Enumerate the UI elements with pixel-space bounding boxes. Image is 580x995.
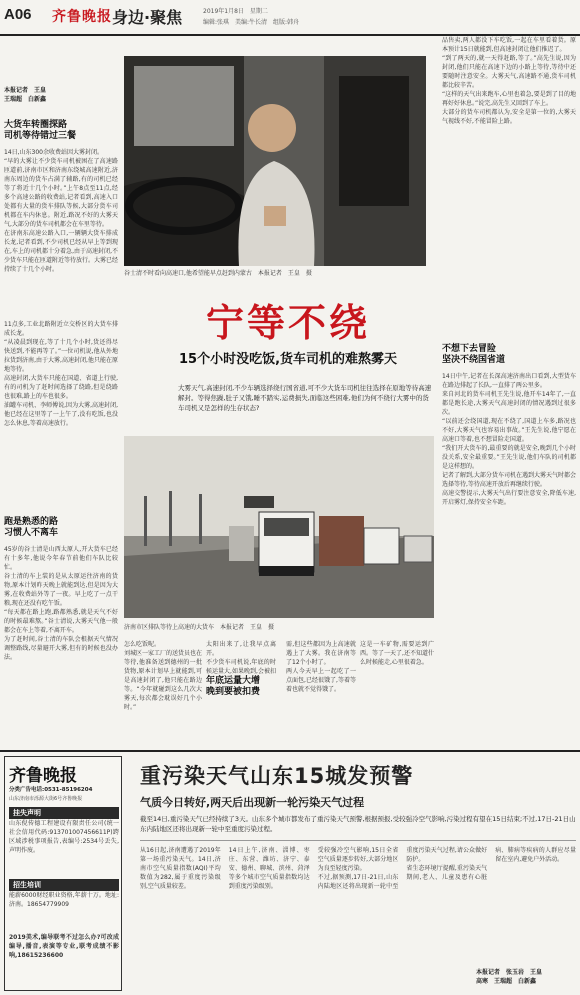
bottom-subtitle: 气质今日转好,两天后出现新一轮污染天气过程 bbox=[140, 796, 365, 809]
right-body-2: 14日中午,记者在长深高速济南出口看到,大型货车在路边排起了长队,一直排了两公里多。 来自河北的货车司机王先生说,他开车14年了,一直都是跑长途,大雾天气高速封闭的情况遇到过很多次。 “以前还会绕国道,现在不绕了,国道上车多,路况也不好,大雾天气也容易出事故。”王先生说,他宁愿在高速口等着,也不想冒险走国道。 “我们开大货车的,最重要的就是安全,晚到几个小时没关系,安全最重要。”王先生说,他们车队的司机都是这样想的。 记者了解到,大部分货车司机在遇到大雾天气时都会选择等待,等待高速开放后再继续行驶。 高速交警提示,大雾天气出行要注意安全,降低车速,开启雾灯,保持安全车距。 bbox=[442, 373, 576, 506]
mid-col-1: 怎么吃饭呢。 刘城区一家工厂的送货员也在等待,他准备送到德州的一批货物,原本计划早上就能到,可是高速封闭了,他只能在路边等。“今年就碰到这么几次大雾天,每次都会耽误好几个小时。” bbox=[124, 641, 202, 711]
main-lead: 大雾天气,高速封闭,不少车辆选择绕行国省道,可不少大货车司机往往选择在原地等待高速解封。等得焦躁,肚子又饿,睡不踏实,运费损失,面临这些困难,他们为何不绕行大雾中的货车司机又是怎样的生存状态? bbox=[178, 384, 432, 412]
ad-address: 山东济南市泺源大街6号齐鲁晚报 bbox=[9, 796, 83, 802]
left-body-1: 14日,山东300余收费站因大雾封闭。 “早的大雾让不少货车司机被困在了高速路匝道前,济南市区和济南东绕城高速附近,济南东周边的货车占满了辅路,有的司机已经等了将近十几个小时。”上午8点至11点,经多个高速公路的收费站,记者看到,高速入口处都有大量的货车排队等候,大部分货车司机都在车内休息。附近,路况不好的大雾天气,大部分的货车司机都会在车里等待。 在济南东高速公路入口,一辆辆大货车排成长龙,记者看到,不少司机已经从早上等到现在,车上的司机都十分着急,由于高速封闭,不少货车只能在匝道附近等待放行。大雾已经持续了十几个小时。 bbox=[4, 149, 118, 273]
right-subhead-1: 不想下去冒险 坚决不绕国省道 bbox=[442, 344, 506, 365]
ad-notice-2: 能薪6000财经职业资格,年薪十万。地址:济南。18654779909 bbox=[9, 892, 119, 908]
ad-section-training: 招生培训 bbox=[9, 879, 119, 891]
bottom-lead-rule bbox=[140, 840, 576, 841]
paper-logo: 齐鲁晚报 bbox=[52, 9, 112, 25]
left-body-3: 45岁的谷士清是山西太原人,开大货车已经有十多年,他说今年春节前他们车队比较忙。 谷士清的车上装的是从太原运往济南的货物,原本计划昨天晚上就能到达,但是因为大雾,在收费站外等了一夜。早上吃了一点干粮,现在还没有吃午饭。 “每天都在路上跑,路都熟悉,就是天气不好的时候最难熬。”谷士清说,大雾天气他一般都会在车上等着,不离开车。 为了赶时间,谷士清的车队会根据天气情况调整路线,尽量避开大雾,但有的时候也没办法。 bbox=[4, 546, 118, 661]
page-header bbox=[0, 0, 580, 34]
right-body-1: 品售卖,两人都没下车吃饭,一起在车里看着货。原本预计15日就能到,但高速封闭让他们推迟了。 “到了两天的,就一天得赶路,等了。”高先生说,因为封闭,他们只能在高速下边的小路上等待,等待中还要随时注意安全。大雾天气,高速路不通,货车司机都比较辛苦。 “这样的天气出来跑车,心里也着急,要是到了目的地再好好休息。”说完,高先生又回到了车上。 大部分的货车司机都认为,安全是第一位的,大雾天气视线不好,不能冒险上路。 bbox=[442, 37, 576, 125]
ad-hotline: 分类广告电话:0531-85196204 bbox=[9, 787, 93, 793]
bottom-title: 重污染天气山东15城发预警 bbox=[140, 764, 414, 788]
ad-section-lost: 挂失声明 bbox=[9, 807, 119, 819]
trucks-photo-illustration bbox=[124, 436, 434, 618]
trucks-photo-caption: 济南市区排队等待上高速的大货车 本报记者 王皇 摄 bbox=[124, 624, 275, 631]
mid-col-2: 太阳出来了,让我早点离开。 不少货车司机说,年底的时候运量大,如果晚到,会被扣 bbox=[206, 641, 276, 674]
driver-photo-illustration bbox=[124, 56, 426, 266]
top-photo-caption: 谷士清不时看向高速口,他希望能早点赶到内蒙古 本报记者 王皇 摄 bbox=[124, 270, 312, 277]
left-body-2: 11点多,工业北路附近立交桥区的大货车排成长龙。 “从凌晨到现在,等了十几个小时,货还得尽快送到,不能再等了。”一位司机说,他从外地拉货到济南,由于大雾,高速封闭,他只能在原地等待。 高速封闭,大货车只能在国道、省道上行驶,有的司机为了赶时间选择了绕路,但是绕路也很难,路上的车也很多。 油罐车司机、李师傅说,因为大雾,高速封闭,他已经在这里等了一上午了,没有吃饭,也没怎么休息,等着高速放行。 bbox=[4, 321, 118, 427]
staff-line: 编辑:张琪 美编:牛长清 组版:韩舟 bbox=[203, 19, 300, 26]
ad-notice-1: 山东倪传德工程建设有限责任公司(统一社会信用代码:913701007456611P)跨区域涉税事项报告,表编号:2534号丢失,声明作废。 bbox=[9, 820, 119, 854]
main-title: 宁等不绕 bbox=[205, 301, 370, 345]
mid-subhead: 年底运量大增 晚到要被扣费 bbox=[206, 676, 261, 697]
ad-notice-3: 2019美术,编导联考不过怎么办?可改成编导,播音,表演等专业,联考成绩不影响,18615236600 bbox=[9, 934, 119, 959]
left-byline: 本报记者 王皇 王瑞超 白新鑫 bbox=[4, 87, 47, 103]
mid-col-4: 这是一车矿物,需要运到广西。等了一天了,还不知道什么时候能走,心里很着急。 bbox=[360, 641, 434, 666]
left-subhead-2: 跑是熟悉的路 习惯人不离车 bbox=[4, 517, 59, 538]
page-number: A06 bbox=[4, 6, 32, 23]
bottom-body: 从16日起,济南遭遇了2019年第一场重污染天气。14日,济南市空气质量指数(AQI)平均数值为282,属于重度污染级别,空气质量较差。 14日上午,济南、淄博、枣庄、东营、潍坊、济宁、泰安、德州、聊城、滨州、菏泽等多个城市空气质量指数均达到重度污染级别。 受较强冷空气影响,15日全省空气质量逐步转好,大部分地区为良至轻度污染。 不过,据预测,17日-21日,山东内陆地区还将出现新一轮中至重度污染天气过程,请公众做好防护。 省生态环境厅提醒,重污染天气期间,老人、儿童及患有心脏病、肺病等疾病的人群应尽量留在室内,避免户外活动。 bbox=[140, 847, 576, 890]
trucks-photo bbox=[124, 436, 434, 618]
ad-logo: 齐鲁晚报 bbox=[9, 766, 77, 786]
bottom-lead: 截至14日,重污染天气已经持续了3天。山东多个城市都发布了重污染天气预警,根据预报,受较强冷空气影响,污染过程有望在15日结束;不过,17日-21日山东内陆地区还将出现新一轮中至重度污染过程。 bbox=[140, 815, 576, 833]
left-subhead-1: 大货车转圈探路 司机等待错过三餐 bbox=[4, 120, 77, 141]
bottom-byline: 本报记者 张玉岩 王皇 高寒 王瑞超 白新鑫 bbox=[476, 969, 543, 985]
section-title: 身边·聚焦 bbox=[112, 8, 183, 27]
top-photo bbox=[124, 56, 426, 266]
date-line: 2019年1月8日 星期二 bbox=[203, 8, 268, 15]
main-subtitle: 15个小时没吃饭,货车司机的难熬雾天 bbox=[178, 352, 398, 367]
classified-ad-box bbox=[4, 756, 122, 991]
mid-col-3: 需,但这些都因为上高速就遇上了大雾。我在济南等了12个小时了。 两人今天早上一起吃了一点面包,已经很饿了,等着等着也就不觉得饿了。 bbox=[286, 641, 356, 693]
section-divider bbox=[0, 750, 580, 752]
